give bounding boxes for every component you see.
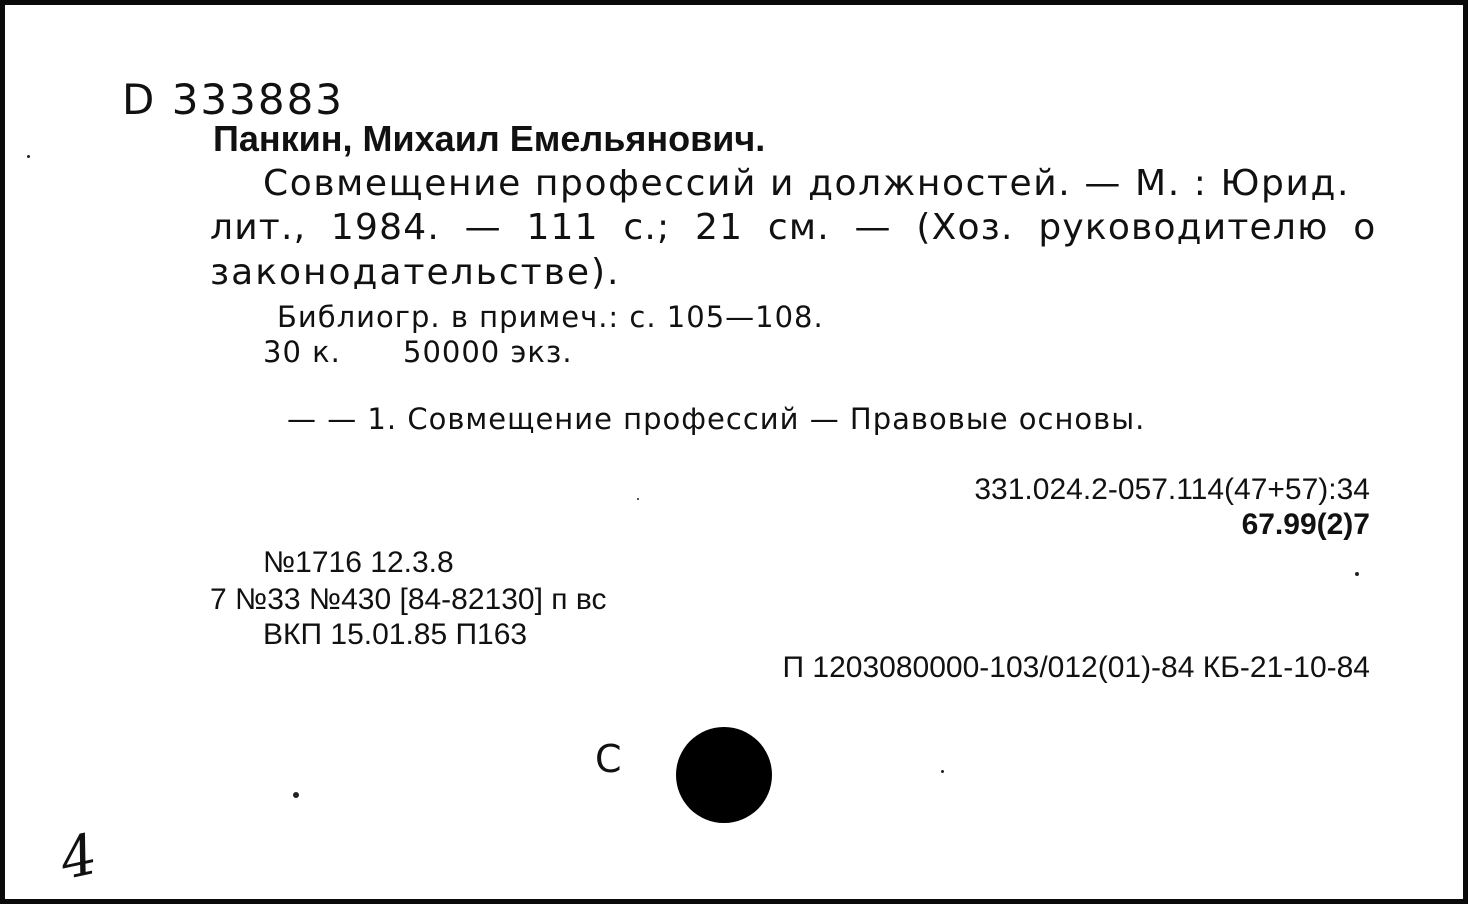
punch-dot [676, 727, 772, 823]
price: 30 к. [263, 335, 341, 369]
copyright-mark: С [595, 737, 622, 781]
title-line-1: Совмещение профессий и должностей. — М. : Юрид. [263, 163, 1350, 204]
stats-line-2: 7 №33 №430 [84-82130] п вс [210, 583, 607, 616]
stats-line-3: ВКП 15.01.85 П163 [263, 618, 528, 651]
title-line-2: лит., 1984. — 111 с.; 21 см. — (Хоз. руководителю о [210, 207, 1377, 248]
call-number: D 333883 [122, 75, 345, 124]
speck [637, 498, 639, 500]
copies: 50000 экз. [403, 335, 573, 369]
udc-code: 331.024.2-057.114(47+57):34 [974, 473, 1370, 506]
handwritten-mark: 4 [54, 822, 103, 894]
bbk-code: 67.99(2)7 [1241, 508, 1370, 541]
speck [941, 770, 944, 773]
stats-line-1: №1716 12.3.8 [263, 546, 454, 579]
bibliography-note: Библиогр. в примеч.: с. 105—108. [277, 300, 824, 334]
author-heading: Панкин, Михаил Емельянович. [213, 118, 766, 159]
title-line-3: законодательстве). [210, 252, 621, 293]
print-code: П 1203080000-103/012(01)-84 КБ-21-10-84 [782, 651, 1370, 684]
speck [293, 792, 299, 798]
speck [27, 155, 30, 158]
speck [1355, 572, 1359, 576]
subject-entry: — — 1. Совмещение профессий — Правовые основы. [287, 402, 1146, 436]
